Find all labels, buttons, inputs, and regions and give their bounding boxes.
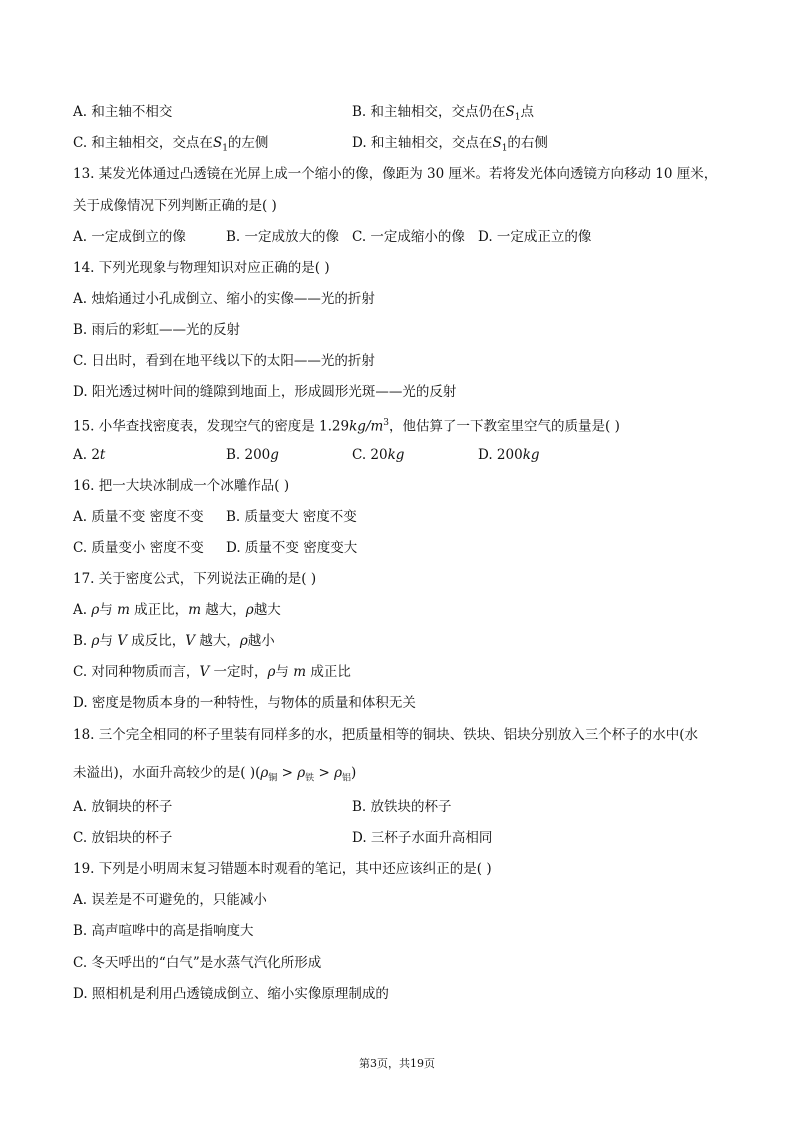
q18-option-d: D. 三杯子水面升高相同	[352, 830, 493, 846]
q18-sub-iron: 铁	[305, 773, 315, 784]
q12-option-c-sub: 1	[222, 143, 228, 154]
q18-option-c: C. 放铝块的杯子	[73, 830, 173, 846]
q14-option-d: D. 阳光透过树叶间的缝隙到地面上，形成圆形光斑——光的反射	[73, 384, 457, 400]
q13-stem-line1: 13. 某发光体通过凸透镜在光屏上成一个缩小的像，像距为 30 厘米。若将发光体向透镜方向移动 10 厘米，	[73, 166, 718, 182]
q12-option-c-var: S	[212, 135, 223, 151]
q16-option-c: C. 质量变小 密度不变	[73, 540, 204, 556]
q17-b-rho2: ρ	[239, 633, 248, 649]
q18-rho-copper: ρ	[260, 765, 269, 781]
q18-stem-prefix: 未溢出)，水面升高较少的是( )(	[73, 765, 261, 781]
q15-option-d	[478, 447, 540, 463]
q17-c-rho: ρ	[267, 664, 276, 680]
q17-a-mid3: 越大，	[201, 602, 246, 618]
q17-option-d: D. 密度是物质本身的一种特性，与物体的质量和体积无关	[73, 695, 416, 711]
q14-stem: 14. 下列光现象与物理知识对应正确的是( )	[73, 260, 330, 276]
q13-option-d: D. 一定成正立的像	[478, 229, 592, 245]
q18-rho-iron: ρ	[297, 765, 306, 781]
q16-option-d: D. 质量不变 密度变大	[226, 540, 358, 556]
q17-a-pre: A.	[73, 602, 92, 618]
q15-option-b-unit: g	[270, 447, 279, 463]
q17-b-mid1: 与	[99, 633, 118, 649]
q12-option-c-suffix: 的左侧	[227, 135, 269, 151]
q19-option-b: B. 高声喧哗中的高是指响度大	[73, 923, 254, 939]
q17-c-mid2: 与	[275, 664, 294, 680]
q17-c-end: 成正比	[306, 664, 351, 680]
q17-a-rho2: ρ	[245, 602, 254, 618]
q17-c-v: V	[199, 664, 210, 680]
q18-sub-aluminum: 铝	[342, 773, 352, 784]
q17-b-v2: V	[185, 633, 196, 649]
q17-b-end: 越小	[247, 633, 275, 649]
q17-b-v: V	[117, 633, 127, 649]
q15-stem-suffix: ，他估算了一下教室里空气的质量是( )	[389, 418, 620, 435]
q17-b-rho: ρ	[91, 633, 100, 649]
q12-option-d-sub: 1	[501, 143, 508, 154]
q15-option-d-label: D. 200	[478, 447, 523, 463]
q12-option-b-suffix: 点	[520, 104, 534, 120]
q17-stem: 17. 关于密度公式，下列说法正确的是( )	[73, 571, 317, 587]
q12-option-d-text: D. 和主轴相交，交点在	[352, 135, 493, 151]
q18-rho-aluminum: ρ	[334, 765, 343, 781]
q19-option-a: A. 误差是不可避免的，只能减小	[73, 892, 267, 908]
q12-option-c	[73, 135, 268, 157]
q13-stem-line2: 关于成像情况下列判断正确的是( )	[73, 198, 277, 214]
q16-stem: 16. 把一大块冰制成一个冰雕作品( )	[73, 478, 290, 494]
q14-option-a: A. 烛焰通过小孔成倒立、缩小的实像——光的折射	[73, 291, 375, 307]
q15-option-d-unit: kg	[522, 447, 540, 463]
q15-stem	[73, 415, 620, 435]
q15-option-a-label: A. 2	[73, 447, 100, 463]
q12-option-b	[352, 104, 534, 126]
q16-option-a: A. 质量不变 密度不变	[73, 509, 204, 525]
q13-option-c: C. 一定成缩小的像	[352, 229, 465, 245]
q12-option-d-suffix: 的右侧	[507, 135, 548, 151]
q12-option-b-var: S	[505, 104, 515, 120]
q18-stem-line2	[73, 765, 356, 787]
q15-option-c	[352, 447, 404, 463]
q15-option-c-unit: kg	[387, 447, 405, 463]
q18-stem-suffix: )	[351, 765, 357, 781]
q12-option-a: A. 和主轴不相交	[73, 104, 173, 120]
q12-option-d-var: S	[492, 135, 502, 151]
q12-option-d	[352, 135, 548, 157]
q12-option-b-sub: 1	[514, 112, 521, 123]
q18-gt1: >	[277, 765, 298, 781]
q17-b-mid2: 成反比，	[127, 633, 186, 649]
q19-option-d: D. 照相机是利用凸透镜成倒立、缩小实像原理制成的	[73, 986, 389, 1002]
q17-a-m: m	[117, 602, 130, 618]
q12-option-c-text: C. 和主轴相交，交点在	[73, 135, 213, 151]
q16-option-b: B. 质量变大 密度不变	[226, 509, 357, 525]
q15-option-b-label: B. 200	[226, 447, 271, 463]
q17-c-m: m	[293, 664, 307, 680]
q18-sub-copper: 铜	[268, 773, 278, 784]
q12-option-b-text: B. 和主轴相交，交点仍在	[352, 104, 506, 120]
q17-c-pre: C. 对同种物质而言，	[73, 664, 200, 680]
q17-a-mid1: 与	[99, 602, 118, 618]
q17-a-mid2: 成正比，	[129, 602, 189, 618]
q17-a-m2: m	[188, 602, 201, 618]
q15-option-a	[73, 447, 105, 463]
q17-option-a	[73, 602, 281, 618]
q15-stem-prefix: 15. 小华查找密度表，发现空气的密度是 1.29	[73, 418, 350, 435]
q17-option-c	[73, 664, 351, 680]
q19-stem: 19. 下列是小明周末复习错题本时观看的笔记，其中还应该纠正的是( )	[73, 861, 492, 877]
q17-option-b	[73, 633, 275, 649]
q18-stem-line1: 18. 三个完全相同的杯子里装有同样多的水，把质量相等的铜块、铁块、铝块分别放入三个杯子的水中(水	[73, 727, 699, 743]
q17-a-end: 越大	[253, 602, 281, 618]
q15-stem-unit-sup: 3	[383, 418, 390, 428]
q15-option-a-unit: t	[99, 447, 106, 463]
q18-gt2: >	[314, 765, 335, 781]
page-footer: 第3页，共19页	[359, 1057, 435, 1070]
q13-option-b: B. 一定成放大的像	[226, 229, 340, 245]
q15-stem-unit: kg/m	[349, 418, 384, 435]
q17-c-mid1: 一定时，	[209, 664, 268, 680]
q14-option-b: B. 雨后的彩虹——光的反射	[73, 322, 241, 338]
q15-option-b	[226, 447, 279, 463]
q17-a-rho: ρ	[91, 602, 100, 618]
q13-option-a: A. 一定成倒立的像	[73, 229, 186, 245]
q14-option-c: C. 日出时，看到在地平线以下的太阳——光的折射	[73, 353, 375, 369]
q19-option-c: C. 冬天呼出的“白气”是水蒸气汽化所形成	[73, 955, 322, 971]
q18-option-a: A. 放铜块的杯子	[73, 799, 173, 815]
q15-option-c-label: C. 20	[352, 447, 388, 463]
q18-option-b: B. 放铁块的杯子	[352, 799, 452, 815]
q17-b-pre: B.	[73, 633, 92, 649]
q17-b-mid3: 越大，	[195, 633, 240, 649]
